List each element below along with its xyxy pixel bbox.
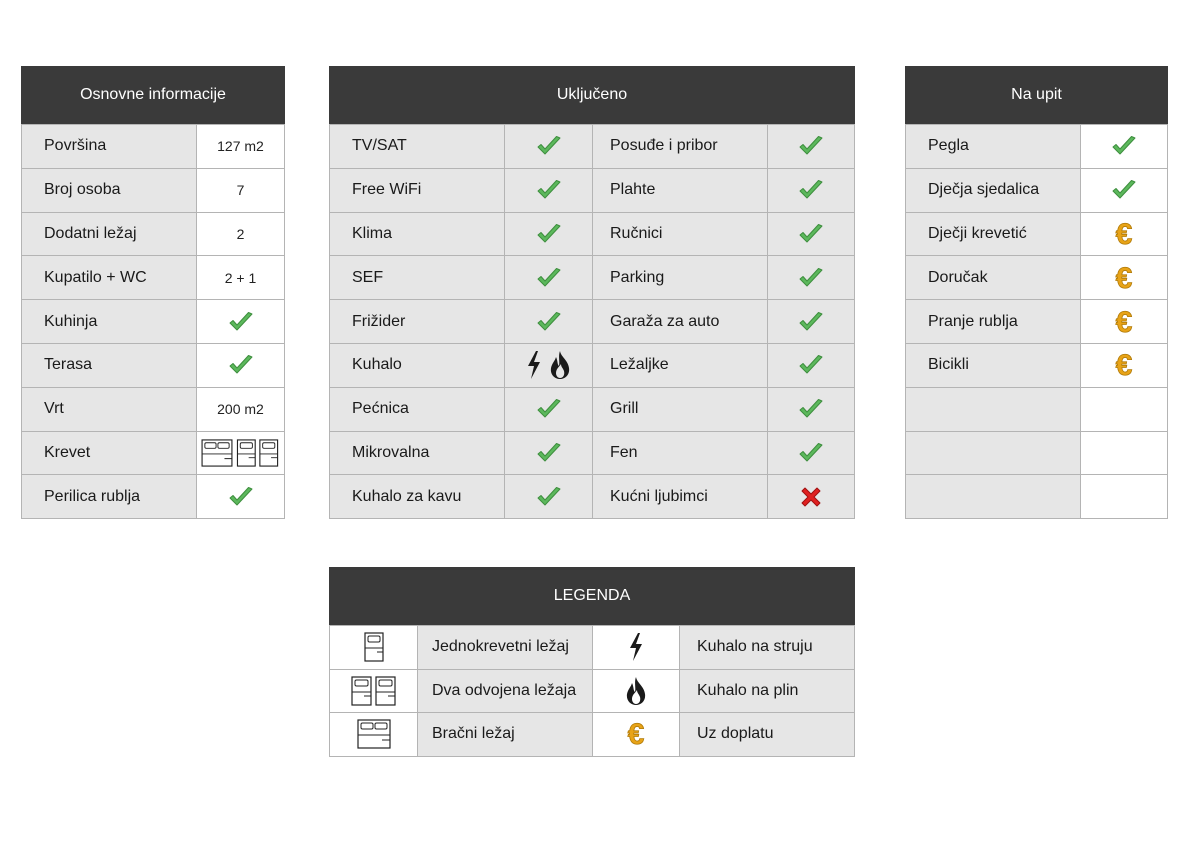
row-icon	[1081, 475, 1168, 518]
legend-row	[330, 713, 855, 757]
table-row	[906, 125, 1168, 169]
row-label: Dječji krevetić	[906, 213, 1081, 256]
row-label: Frižider	[330, 300, 505, 343]
table-row	[906, 256, 1168, 300]
row-value: 127 m2	[197, 125, 285, 168]
row-label: Pranje rublja	[906, 300, 1081, 343]
row-label: Ručnici	[593, 213, 768, 256]
table-row	[906, 432, 1168, 476]
row-label: TV/SAT	[330, 125, 505, 168]
svg-text:€: €	[1115, 218, 1133, 249]
row-label: Površina	[22, 125, 197, 168]
check-icon	[768, 388, 855, 431]
table-row	[906, 344, 1168, 388]
row-label: Grill	[593, 388, 768, 431]
legend-label: Jednokrevetni ležaj	[418, 626, 593, 669]
check-icon	[768, 344, 855, 387]
flame-icon	[593, 670, 680, 713]
check-icon	[505, 169, 593, 212]
table-row	[22, 432, 285, 476]
row-value: 7	[197, 169, 285, 212]
table-row	[330, 300, 855, 344]
row-label: Plahte	[593, 169, 768, 212]
legend-label: Uz doplatu	[680, 713, 855, 756]
row-label: Fen	[593, 432, 768, 475]
check-icon	[505, 213, 593, 256]
row-label: Mikrovalna	[330, 432, 505, 475]
row-value: 2	[197, 213, 285, 256]
check-icon	[1081, 125, 1168, 168]
na-upit-table	[905, 124, 1168, 519]
legend-label: Dva odvojena ležaja	[418, 670, 593, 713]
check-icon	[197, 475, 285, 518]
check-icon	[768, 213, 855, 256]
legend-label: Kuhalo na plin	[680, 670, 855, 713]
svg-text:€: €	[1115, 262, 1133, 293]
row-label: Garaža za auto	[593, 300, 768, 343]
osnovne-informacije-title: Osnovne informacije	[21, 66, 285, 124]
row-label: Parking	[593, 256, 768, 299]
row-label: Kuhalo za kavu	[330, 475, 505, 518]
row-label: Kuhinja	[22, 300, 197, 343]
check-icon	[197, 344, 285, 387]
double-bed-icon	[330, 713, 418, 756]
row-label: Doručak	[906, 256, 1081, 299]
table-row	[330, 213, 855, 257]
electric-and-gas-icon	[505, 344, 593, 387]
svg-text:€: €	[627, 719, 645, 750]
check-icon	[1081, 169, 1168, 212]
legend-row	[330, 626, 855, 670]
row-value: 2 + 1	[197, 256, 285, 299]
row-label: Free WiFi	[330, 169, 505, 212]
table-row	[906, 213, 1168, 257]
row-label: Kuhalo	[330, 344, 505, 387]
table-row	[906, 300, 1168, 344]
legend-label: Kuhalo na struju	[680, 626, 855, 669]
row-label: Kućni ljubimci	[593, 475, 768, 518]
check-icon	[505, 475, 593, 518]
row-label: Dječja sjedalica	[906, 169, 1081, 212]
check-icon	[768, 300, 855, 343]
twin-beds-icon	[330, 670, 418, 713]
table-row	[330, 169, 855, 213]
row-label: Ležaljke	[593, 344, 768, 387]
row-icon	[1081, 388, 1168, 431]
table-row	[330, 388, 855, 432]
check-icon	[768, 169, 855, 212]
check-icon	[505, 125, 593, 168]
table-row	[22, 125, 285, 169]
euro-icon	[593, 713, 680, 756]
euro-icon	[1081, 300, 1168, 343]
row-label	[906, 388, 1081, 431]
check-icon	[768, 432, 855, 475]
table-row	[906, 475, 1168, 519]
ukljuceno-panel	[329, 66, 855, 519]
legend-label: Bračni ležaj	[418, 713, 593, 756]
osnovne-informacije-panel	[21, 66, 285, 519]
row-label: Bicikli	[906, 344, 1081, 387]
check-icon	[505, 256, 593, 299]
row-label: Pegla	[906, 125, 1081, 168]
row-label: Dodatni ležaj	[22, 213, 197, 256]
svg-text:€: €	[1115, 306, 1133, 337]
row-label	[906, 475, 1081, 518]
ukljuceno-title: Uključeno	[329, 66, 855, 124]
cross-icon	[768, 475, 855, 518]
svg-text:€: €	[1115, 350, 1133, 381]
row-label: SEF	[330, 256, 505, 299]
row-label: Broj osoba	[22, 169, 197, 212]
row-label: Posuđe i pribor	[593, 125, 768, 168]
table-row	[906, 388, 1168, 432]
check-icon	[197, 300, 285, 343]
row-label: Klima	[330, 213, 505, 256]
check-icon	[505, 388, 593, 431]
row-label: Perilica rublja	[22, 475, 197, 518]
row-value: 200 m2	[197, 388, 285, 431]
check-icon	[505, 300, 593, 343]
legenda-panel	[329, 567, 855, 757]
table-row	[906, 169, 1168, 213]
beds-icon	[197, 432, 285, 475]
row-label: Kupatilo + WC	[22, 256, 197, 299]
row-icon	[1081, 432, 1168, 475]
table-row	[330, 125, 855, 169]
check-icon	[768, 256, 855, 299]
legenda-table	[329, 625, 855, 757]
table-row	[22, 169, 285, 213]
osnovne-informacije-table	[21, 124, 285, 519]
ukljuceno-table	[329, 124, 855, 519]
check-icon	[505, 432, 593, 475]
lightning-icon	[593, 626, 680, 669]
row-label: Vrt	[22, 388, 197, 431]
table-row	[330, 432, 855, 476]
table-row	[330, 475, 855, 519]
euro-icon	[1081, 256, 1168, 299]
na-upit-panel	[905, 66, 1168, 519]
row-label	[906, 432, 1081, 475]
euro-icon	[1081, 213, 1168, 256]
table-row	[22, 388, 285, 432]
table-row	[330, 256, 855, 300]
single-bed-icon	[330, 626, 418, 669]
table-row	[22, 300, 285, 344]
table-row	[22, 256, 285, 300]
legend-row	[330, 670, 855, 714]
legenda-title: LEGENDA	[329, 567, 855, 625]
table-row	[22, 475, 285, 519]
table-row	[22, 213, 285, 257]
table-row	[330, 344, 855, 388]
row-label: Terasa	[22, 344, 197, 387]
table-row	[22, 344, 285, 388]
row-label: Pećnica	[330, 388, 505, 431]
na-upit-title: Na upit	[905, 66, 1168, 124]
euro-icon	[1081, 344, 1168, 387]
row-label: Krevet	[22, 432, 197, 475]
check-icon	[768, 125, 855, 168]
